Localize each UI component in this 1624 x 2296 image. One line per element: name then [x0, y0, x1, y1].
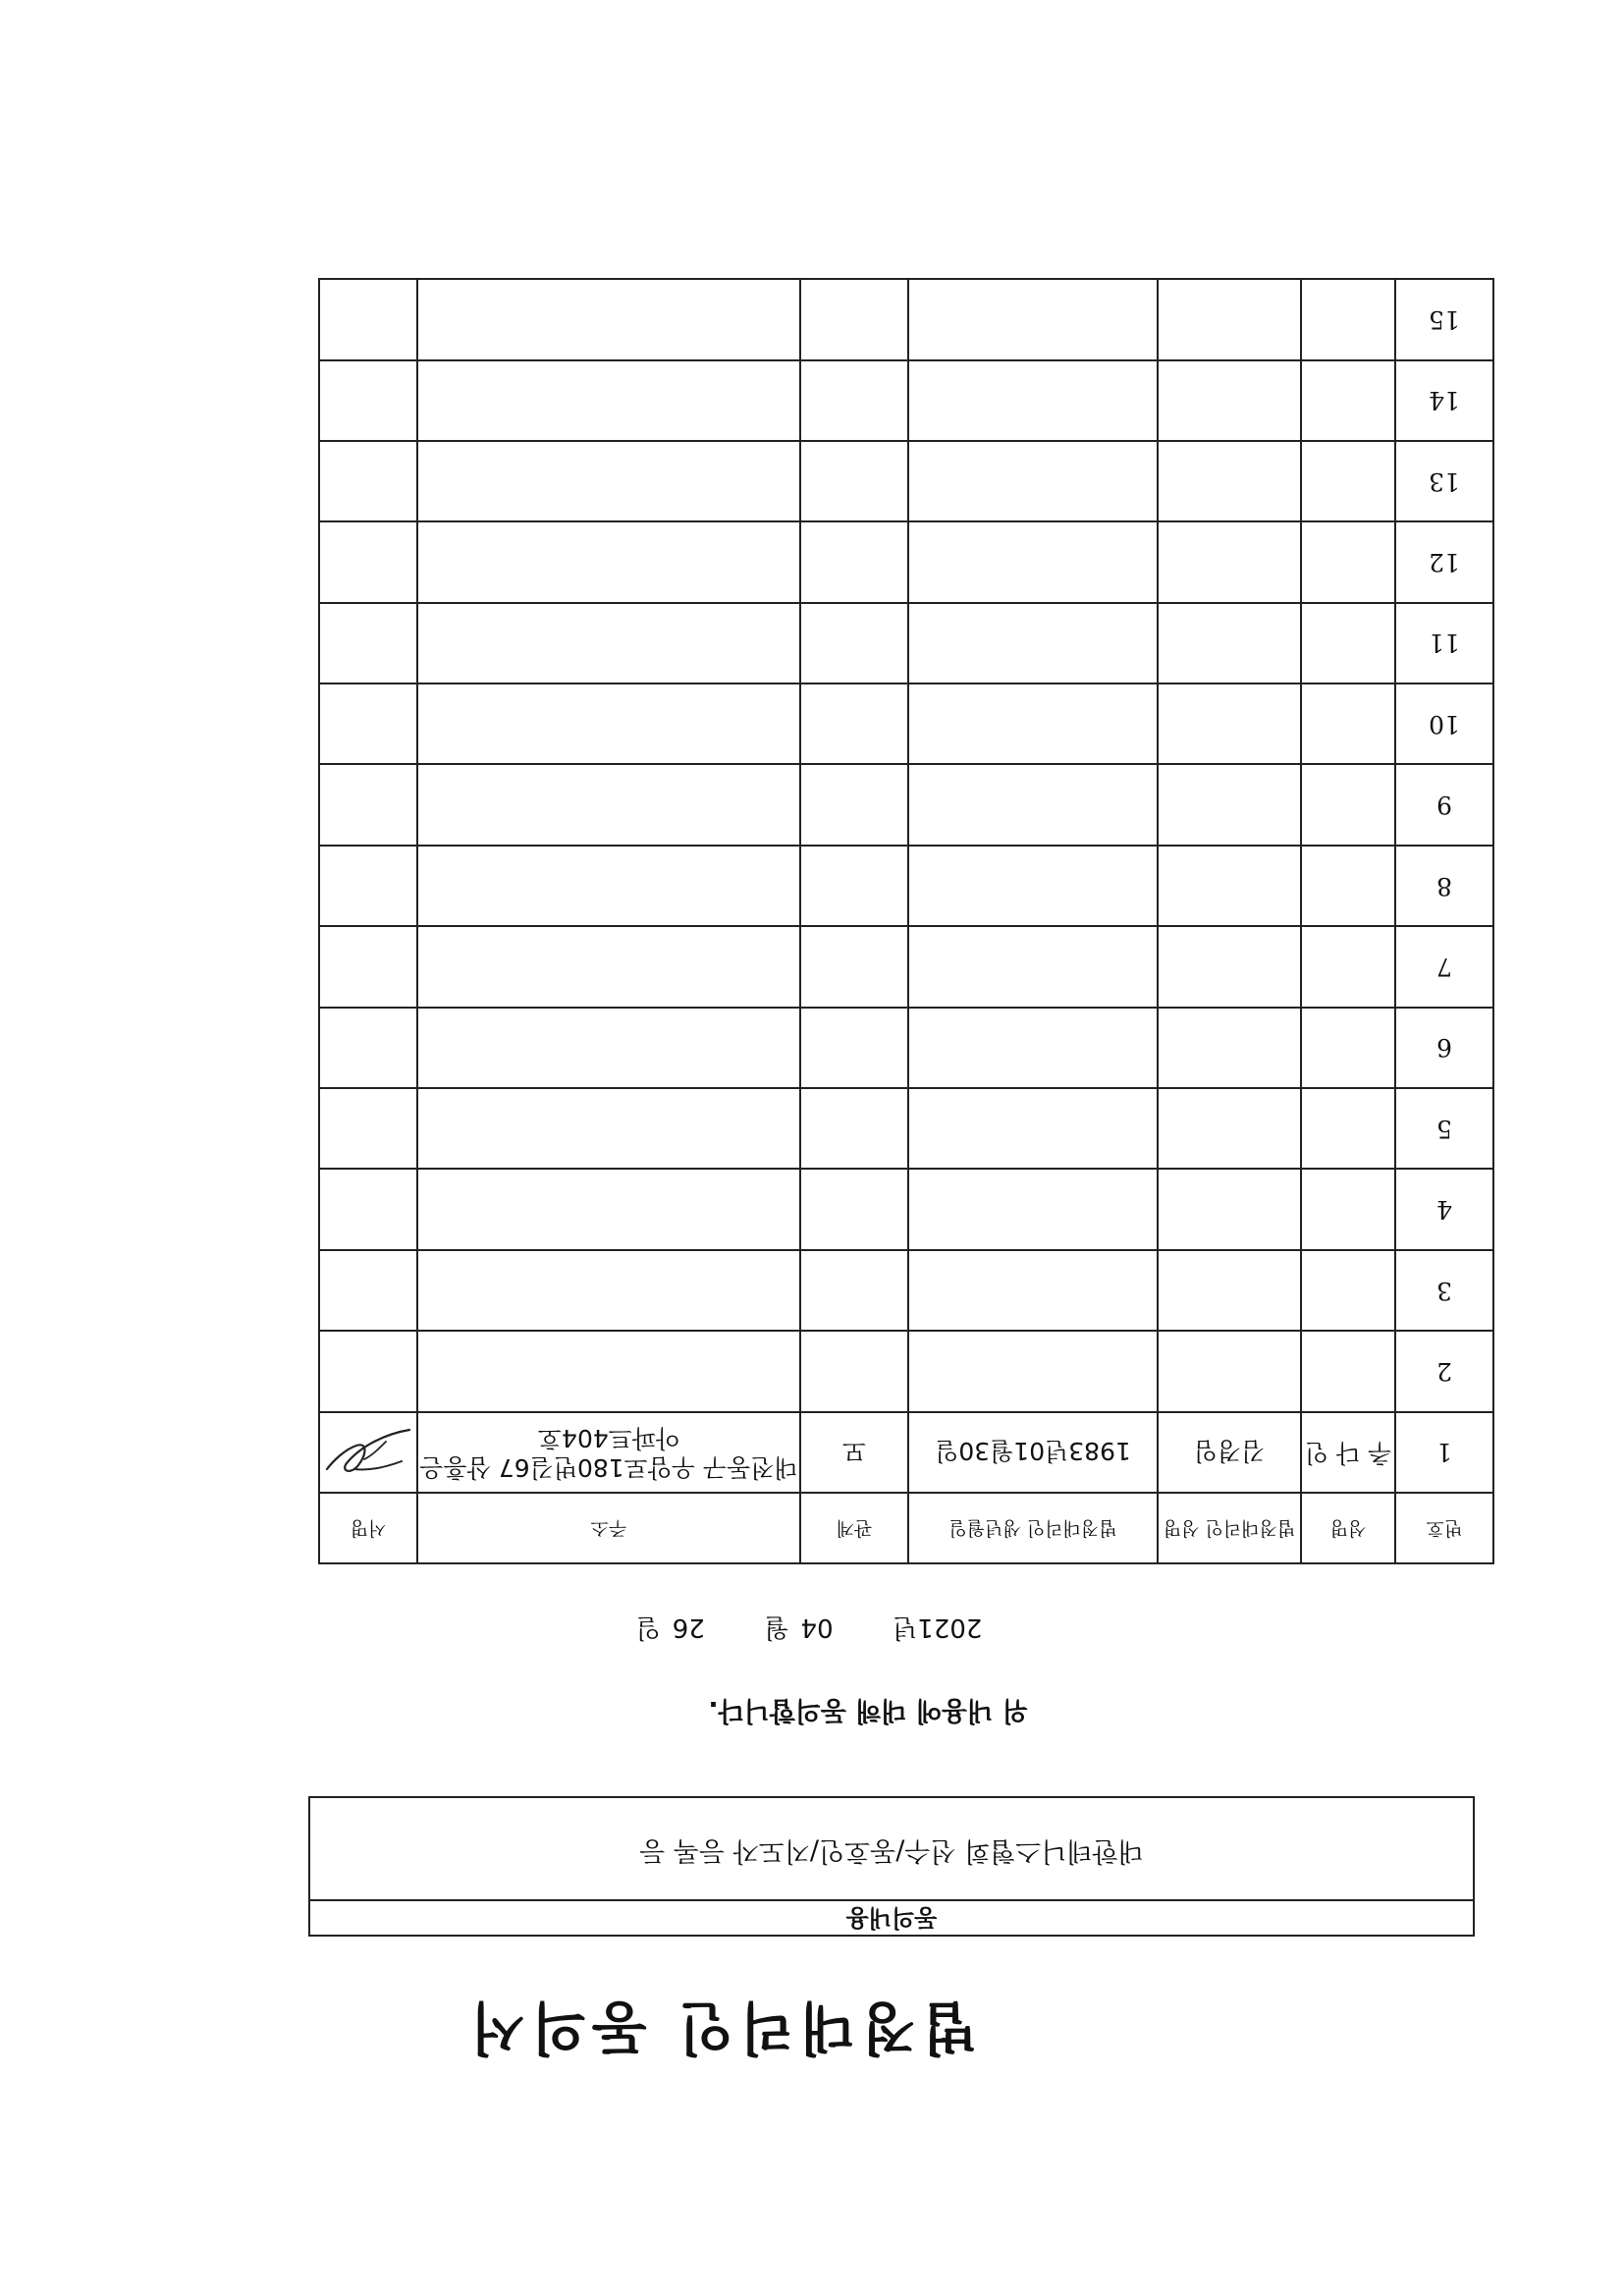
agreement-statement: 위 내용에 대해 동의합니다. [708, 1695, 1028, 1725]
row-guardian-name: 김경임 [1158, 1412, 1301, 1493]
consent-section-header: 동의내용 [310, 1899, 1473, 1935]
row-address: 대전동구 우암로180번길67 삼흥은아파트404호 [417, 1412, 800, 1493]
guardian-roster-table [318, 278, 1494, 1564]
row-number: 2 [1395, 1331, 1493, 1411]
table-row [319, 926, 1493, 1007]
table-row [319, 521, 1493, 602]
row-number: 1 [1395, 1412, 1493, 1493]
row-number: 12 [1395, 521, 1493, 602]
table-row [319, 846, 1493, 926]
header-number: 번호 [1395, 1493, 1493, 1563]
table-row [319, 360, 1493, 441]
header-guardian-name: 법정대리인 성명 [1158, 1493, 1301, 1563]
date-year: 2021 [917, 1613, 983, 1642]
table-row [319, 1088, 1493, 1169]
row-name: 추 다 인 [1301, 1412, 1395, 1493]
date-day: 26 [672, 1613, 705, 1642]
consent-section [308, 1796, 1475, 1937]
row-number: 14 [1395, 360, 1493, 441]
date-day-unit: 일 [635, 1613, 661, 1642]
table-row [319, 1008, 1493, 1088]
row-guardian-birth: 1983년01월30일 [908, 1412, 1158, 1493]
table-row [319, 279, 1493, 359]
row-number: 10 [1395, 683, 1493, 764]
table-row [319, 1331, 1493, 1411]
header-signature: 서명 [319, 1493, 417, 1563]
row-number: 9 [1395, 764, 1493, 845]
header-address: 주소 [417, 1493, 800, 1563]
date-year-unit: 년 [893, 1613, 918, 1642]
row-number: 4 [1395, 1169, 1493, 1249]
row-relation: 모 [800, 1412, 908, 1493]
row-number: 7 [1395, 926, 1493, 1007]
consent-section-body: 대한테니스협회 선수/동호인/지도자 등록 등 [639, 1835, 1144, 1866]
table-row [319, 1250, 1493, 1331]
table-row [319, 603, 1493, 683]
row-number: 3 [1395, 1250, 1493, 1331]
header-guardian-birth: 법정대리인 생년월일 [908, 1493, 1158, 1563]
row-number: 5 [1395, 1088, 1493, 1169]
table-row [319, 1169, 1493, 1249]
row-number: 8 [1395, 846, 1493, 926]
table-row [319, 764, 1493, 845]
signature-mark [321, 1420, 415, 1485]
row-number: 13 [1395, 441, 1493, 521]
signing-date [367, 1612, 1251, 1648]
table-row [319, 441, 1493, 521]
table-row [319, 683, 1493, 764]
date-month: 04 [800, 1613, 834, 1642]
row-number: 11 [1395, 603, 1493, 683]
header-relation: 관계 [800, 1493, 908, 1563]
table-row [319, 1412, 1493, 1493]
table-header-row [319, 1493, 1493, 1563]
date-month-unit: 월 [764, 1613, 789, 1642]
row-number: 15 [1395, 279, 1493, 359]
row-signature [319, 1412, 417, 1493]
document-title: 법정대리인 동의서 [463, 1995, 978, 2061]
header-name: 성명 [1301, 1493, 1395, 1563]
row-number: 6 [1395, 1008, 1493, 1088]
